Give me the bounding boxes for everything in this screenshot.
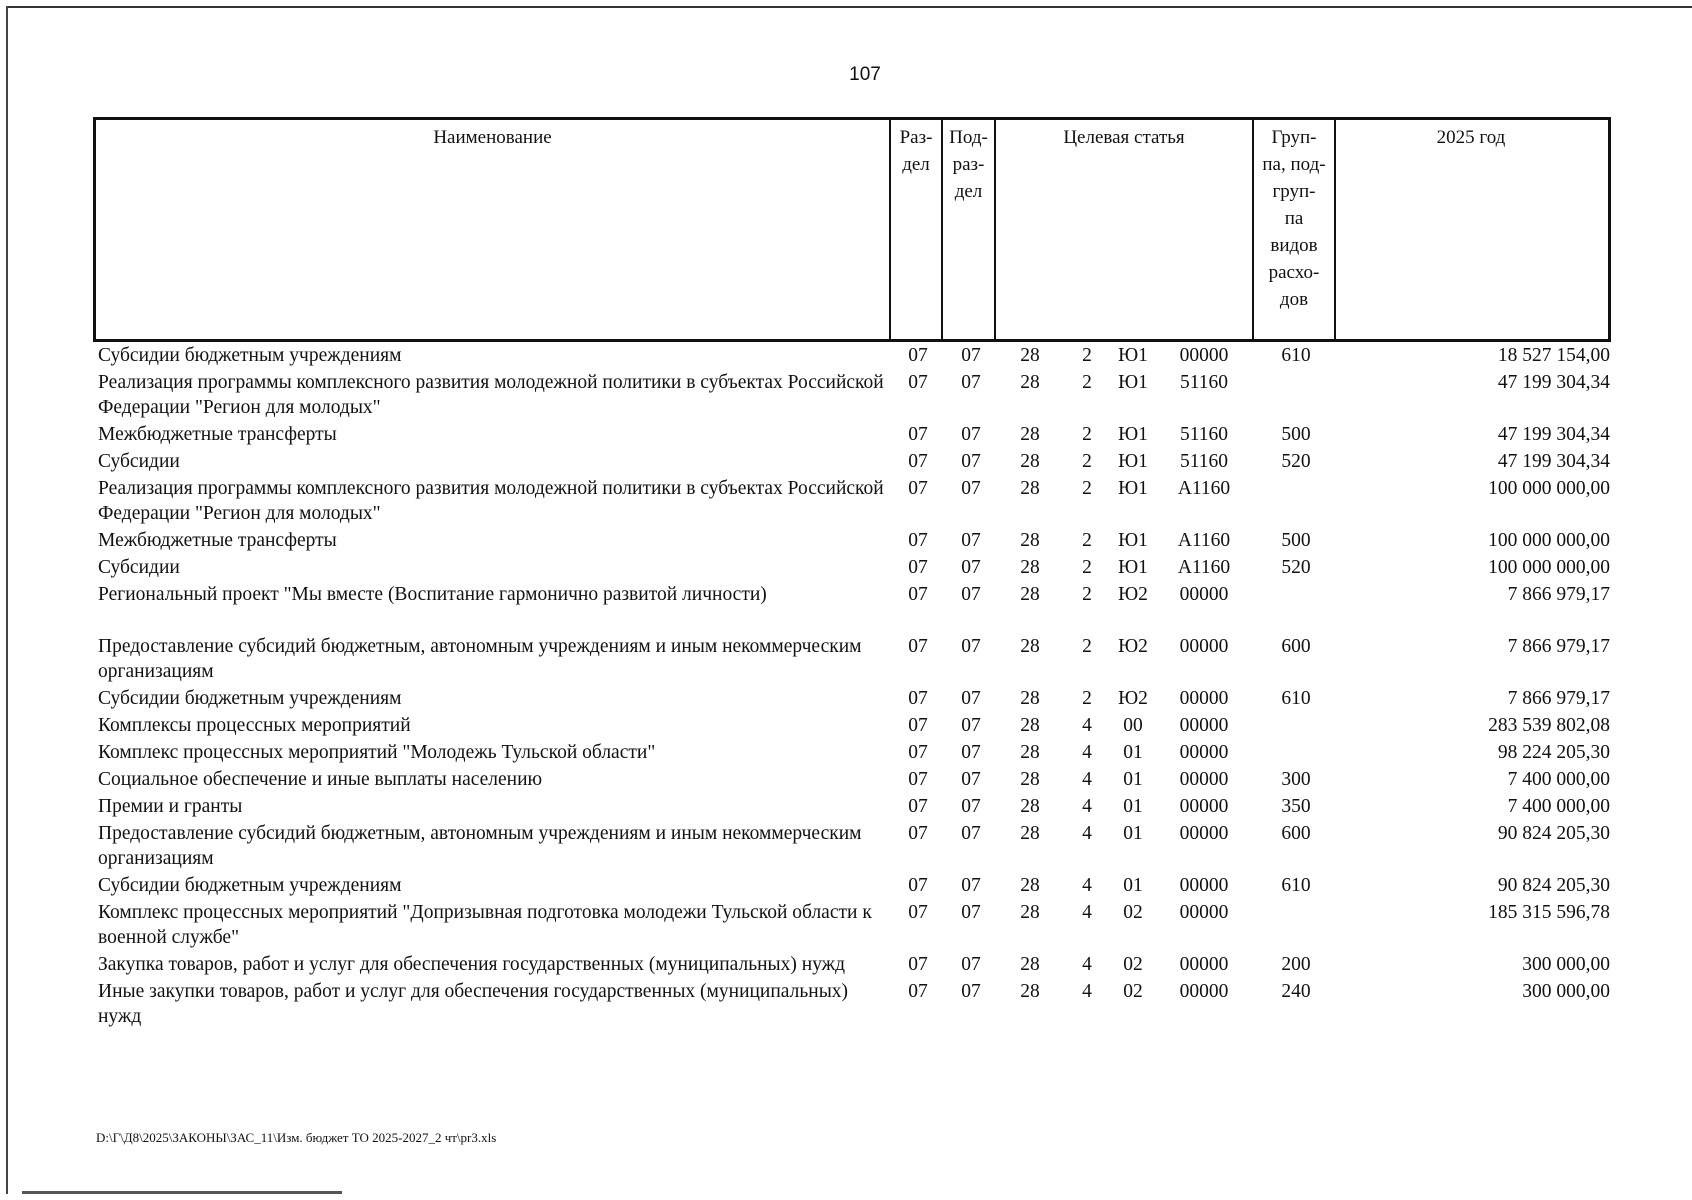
table-row <box>98 343 1610 370</box>
row-name: Реализация программы комплексного развития молодежной политики в субъектах Российской Федерации "Регион для молодых" <box>98 478 884 524</box>
row-razdel: 07 <box>908 424 928 445</box>
row-target-program: 28 <box>1020 530 1040 551</box>
row-group: 600 <box>1281 636 1311 657</box>
row-podrazdel: 07 <box>961 584 981 605</box>
row-name: Региональный проект "Мы вместе (Воспитание гармонично развитой личности) <box>98 584 767 605</box>
row-name: Субсидии <box>98 557 180 578</box>
row-podrazdel: 07 <box>961 424 981 445</box>
row-target-direction: 00000 <box>1179 769 1229 790</box>
row-group: 520 <box>1281 557 1311 578</box>
row-podrazdel: 07 <box>961 688 981 709</box>
row-name: Субсидии <box>98 451 180 472</box>
row-target-subprogram: 2 <box>1082 557 1092 578</box>
row-target-project: Ю1 <box>1118 557 1148 578</box>
row-target-direction: 00000 <box>1179 875 1229 896</box>
table-row <box>98 740 1610 767</box>
row-target-project: 01 <box>1123 875 1143 896</box>
row-name: Иные закупки товаров, работ и услуг для обеспечения государственных (муниципальных) нужд <box>98 981 849 1027</box>
table-row <box>98 686 1610 713</box>
row-razdel: 07 <box>908 584 928 605</box>
row-target-subprogram: 2 <box>1082 636 1092 657</box>
row-amount: 100 000 000,00 <box>1488 478 1610 499</box>
row-podrazdel: 07 <box>961 954 981 975</box>
row-target-program: 28 <box>1020 584 1040 605</box>
row-podrazdel: 07 <box>961 715 981 736</box>
row-razdel: 07 <box>908 954 928 975</box>
row-group <box>1254 740 1338 767</box>
row-target-program: 28 <box>1020 875 1040 896</box>
row-target-program: 28 <box>1020 902 1040 923</box>
row-group <box>1254 582 1338 634</box>
row-group: 200 <box>1281 954 1311 975</box>
row-podrazdel: 07 <box>961 451 981 472</box>
row-target-subprogram: 4 <box>1082 796 1092 817</box>
row-podrazdel: 07 <box>961 478 981 499</box>
row-target-project: 02 <box>1123 981 1143 1002</box>
row-razdel: 07 <box>908 557 928 578</box>
table-row <box>98 634 1610 686</box>
row-group <box>1254 713 1338 740</box>
row-amount: 185 315 596,78 <box>1488 902 1610 923</box>
row-razdel: 07 <box>908 636 928 657</box>
row-target-direction: 00000 <box>1179 636 1229 657</box>
table-row <box>98 449 1610 476</box>
row-target-subprogram: 2 <box>1082 372 1092 393</box>
row-target-direction: 00000 <box>1179 981 1229 1002</box>
row-target-program: 28 <box>1020 769 1040 790</box>
row-group: 600 <box>1281 823 1311 844</box>
row-target-program: 28 <box>1020 715 1040 736</box>
row-target-direction: 51160 <box>1179 424 1229 445</box>
row-target-direction: 00000 <box>1179 584 1229 605</box>
row-group: 610 <box>1281 688 1311 709</box>
row-razdel: 07 <box>908 372 928 393</box>
row-target-program: 28 <box>1020 345 1040 366</box>
table-row <box>98 713 1610 740</box>
row-amount: 47 199 304,34 <box>1497 424 1610 445</box>
row-podrazdel: 07 <box>961 769 981 790</box>
row-podrazdel: 07 <box>961 742 981 763</box>
row-target-subprogram: 2 <box>1082 530 1092 551</box>
row-target-program: 28 <box>1020 451 1040 472</box>
row-podrazdel: 07 <box>961 902 981 923</box>
table-header <box>93 117 1611 342</box>
row-target-program: 28 <box>1020 424 1040 445</box>
row-target-program: 28 <box>1020 688 1040 709</box>
table-row <box>98 422 1610 449</box>
table-row <box>98 873 1610 900</box>
row-target-project: Ю1 <box>1118 530 1148 551</box>
row-target-program: 28 <box>1020 742 1040 763</box>
row-razdel: 07 <box>908 478 928 499</box>
row-razdel: 07 <box>908 823 928 844</box>
row-target-direction: А1160 <box>1177 557 1231 578</box>
row-target-subprogram: 4 <box>1082 769 1092 790</box>
row-target-direction: 51160 <box>1179 451 1229 472</box>
row-name: Социальное обеспечение и иные выплаты населению <box>98 769 543 790</box>
row-target-subprogram: 2 <box>1082 584 1092 605</box>
row-group <box>1254 370 1338 422</box>
row-group: 520 <box>1281 451 1311 472</box>
row-target-program: 28 <box>1020 954 1040 975</box>
row-podrazdel: 07 <box>961 823 981 844</box>
row-podrazdel: 07 <box>961 636 981 657</box>
row-name: Комплекс процессных мероприятий "Допризывная подготовка молодежи Тульской области к военной службе" <box>98 902 872 948</box>
table-row <box>98 821 1610 873</box>
table-row <box>98 528 1610 555</box>
row-target-subprogram: 2 <box>1082 478 1092 499</box>
row-amount: 7 866 979,17 <box>1507 584 1610 605</box>
row-amount: 100 000 000,00 <box>1488 530 1610 551</box>
row-name: Комплекс процессных мероприятий "Молодежь Тульской области" <box>98 742 656 763</box>
file-path-footer: D:\Г\Д8\2025\ЗАКОНЫ\ЗАС_11\Изм. бюджет ТО 2025-2027_2 чт\pr3.xls <box>96 1130 497 1145</box>
row-target-subprogram: 4 <box>1082 715 1092 736</box>
row-target-subprogram: 2 <box>1082 424 1092 445</box>
row-target-program: 28 <box>1020 478 1040 499</box>
row-target-direction: 00000 <box>1179 954 1229 975</box>
row-name: Реализация программы комплексного развития молодежной политики в субъектах Российской Федерации "Регион для молодых" <box>98 372 884 418</box>
header-podrazdel: Под- раз- дел <box>949 127 988 202</box>
row-amount: 7 400 000,00 <box>1507 769 1610 790</box>
row-target-subprogram: 4 <box>1082 742 1092 763</box>
row-target-project: Ю1 <box>1118 424 1148 445</box>
page-frame-bottom <box>22 1191 342 1194</box>
table-row <box>98 900 1610 952</box>
row-target-subprogram: 4 <box>1082 981 1092 1002</box>
row-amount: 90 824 205,30 <box>1497 875 1610 896</box>
table-row <box>98 476 1610 528</box>
row-target-program: 28 <box>1020 981 1040 1002</box>
row-target-direction: 00000 <box>1179 688 1229 709</box>
row-target-direction: 00000 <box>1179 796 1229 817</box>
row-target-program: 28 <box>1020 372 1040 393</box>
row-target-program: 28 <box>1020 823 1040 844</box>
table-row <box>98 555 1610 582</box>
row-target-direction: 00000 <box>1179 902 1229 923</box>
row-target-subprogram: 4 <box>1082 902 1092 923</box>
row-razdel: 07 <box>908 742 928 763</box>
row-razdel: 07 <box>908 796 928 817</box>
table-row <box>98 952 1610 979</box>
row-group: 240 <box>1281 981 1311 1002</box>
row-amount: 300 000,00 <box>1522 981 1610 1002</box>
row-amount: 47 199 304,34 <box>1497 372 1610 393</box>
row-name: Премии и гранты <box>98 796 243 817</box>
row-amount: 90 824 205,30 <box>1497 823 1610 844</box>
row-razdel: 07 <box>908 715 928 736</box>
row-razdel: 07 <box>908 769 928 790</box>
table-row <box>98 767 1610 794</box>
page-frame-left <box>6 6 8 1194</box>
row-target-project: Ю2 <box>1118 688 1148 709</box>
row-name: Предоставление субсидий бюджетным, автономным учреждениям и иным некоммерческим организациям <box>98 823 862 869</box>
row-podrazdel: 07 <box>961 372 981 393</box>
row-name: Предоставление субсидий бюджетным, автономным учреждениям и иным некоммерческим организациям <box>98 636 862 682</box>
row-target-program: 28 <box>1020 796 1040 817</box>
row-podrazdel: 07 <box>961 345 981 366</box>
row-amount: 100 000 000,00 <box>1488 557 1610 578</box>
row-amount: 300 000,00 <box>1522 954 1610 975</box>
row-target-subprogram: 2 <box>1082 345 1092 366</box>
row-target-program: 28 <box>1020 557 1040 578</box>
row-podrazdel: 07 <box>961 981 981 1002</box>
header-divider <box>1334 120 1336 339</box>
row-razdel: 07 <box>908 981 928 1002</box>
row-target-project: 01 <box>1123 823 1143 844</box>
row-target-project: Ю2 <box>1118 636 1148 657</box>
row-amount: 7 866 979,17 <box>1507 636 1610 657</box>
row-target-direction: 00000 <box>1179 345 1229 366</box>
table-row <box>98 979 1610 1031</box>
row-name: Закупка товаров, работ и услуг для обеспечения государственных (муниципальных) нужд <box>98 954 846 975</box>
header-razdel: Раз- дел <box>899 127 933 175</box>
row-razdel: 07 <box>908 688 928 709</box>
row-group: 500 <box>1281 424 1311 445</box>
row-name: Межбюджетные трансферты <box>98 530 337 551</box>
row-amount: 47 199 304,34 <box>1497 451 1610 472</box>
row-target-direction: 00000 <box>1179 715 1229 736</box>
header-name: Наименование <box>433 127 552 148</box>
page-number: 107 <box>849 64 881 85</box>
budget-table <box>98 343 1610 1031</box>
row-group <box>1254 476 1338 528</box>
row-group: 350 <box>1281 796 1311 817</box>
row-target-direction: 00000 <box>1179 823 1229 844</box>
row-target-project: Ю1 <box>1118 451 1148 472</box>
row-name: Субсидии бюджетным учреждениям <box>98 875 402 896</box>
row-group: 610 <box>1281 875 1311 896</box>
row-group <box>1254 900 1338 952</box>
row-target-direction: А1160 <box>1177 478 1231 499</box>
page-frame-top <box>6 6 1692 8</box>
row-target-project: Ю2 <box>1118 584 1148 605</box>
row-target-direction: А1160 <box>1177 530 1231 551</box>
row-target-project: Ю1 <box>1118 478 1148 499</box>
row-target-project: 02 <box>1123 902 1143 923</box>
row-name: Комплексы процессных мероприятий <box>98 715 411 736</box>
table-row <box>98 370 1610 422</box>
row-target-subprogram: 2 <box>1082 451 1092 472</box>
row-target-project: 01 <box>1123 796 1143 817</box>
table-row <box>98 794 1610 821</box>
row-razdel: 07 <box>908 451 928 472</box>
row-amount: 7 866 979,17 <box>1507 688 1610 709</box>
row-amount: 18 527 154,00 <box>1497 345 1610 366</box>
row-podrazdel: 07 <box>961 875 981 896</box>
row-razdel: 07 <box>908 530 928 551</box>
row-target-project: Ю1 <box>1118 372 1148 393</box>
row-target-project: 02 <box>1123 954 1143 975</box>
row-amount: 283 539 802,08 <box>1488 715 1610 736</box>
row-target-direction: 51160 <box>1179 372 1229 393</box>
table-row <box>98 582 1610 634</box>
header-divider <box>994 120 996 339</box>
header-target: Целевая статья <box>1063 127 1185 148</box>
row-target-project: 01 <box>1123 769 1143 790</box>
row-target-subprogram: 2 <box>1082 688 1092 709</box>
row-razdel: 07 <box>908 345 928 366</box>
row-name: Межбюджетные трансферты <box>98 424 337 445</box>
row-podrazdel: 07 <box>961 530 981 551</box>
row-target-project: 00 <box>1123 715 1143 736</box>
row-amount: 7 400 000,00 <box>1507 796 1610 817</box>
header-year: 2025 год <box>1436 127 1506 148</box>
row-target-project: 01 <box>1123 742 1143 763</box>
row-group: 500 <box>1281 530 1311 551</box>
row-name: Субсидии бюджетным учреждениям <box>98 345 402 366</box>
row-razdel: 07 <box>908 875 928 896</box>
row-target-subprogram: 4 <box>1082 875 1092 896</box>
row-target-project: Ю1 <box>1118 345 1148 366</box>
row-amount: 98 224 205,30 <box>1497 742 1610 763</box>
row-name: Субсидии бюджетным учреждениям <box>98 688 402 709</box>
row-target-subprogram: 4 <box>1082 954 1092 975</box>
row-podrazdel: 07 <box>961 557 981 578</box>
row-podrazdel: 07 <box>961 796 981 817</box>
row-razdel: 07 <box>908 902 928 923</box>
row-group: 610 <box>1281 345 1311 366</box>
row-target-direction: 00000 <box>1179 742 1229 763</box>
row-target-program: 28 <box>1020 636 1040 657</box>
row-target-subprogram: 4 <box>1082 823 1092 844</box>
header-group: Груп- па, под- груп- па видов расхо- дов <box>1262 127 1326 310</box>
row-group: 300 <box>1281 769 1311 790</box>
